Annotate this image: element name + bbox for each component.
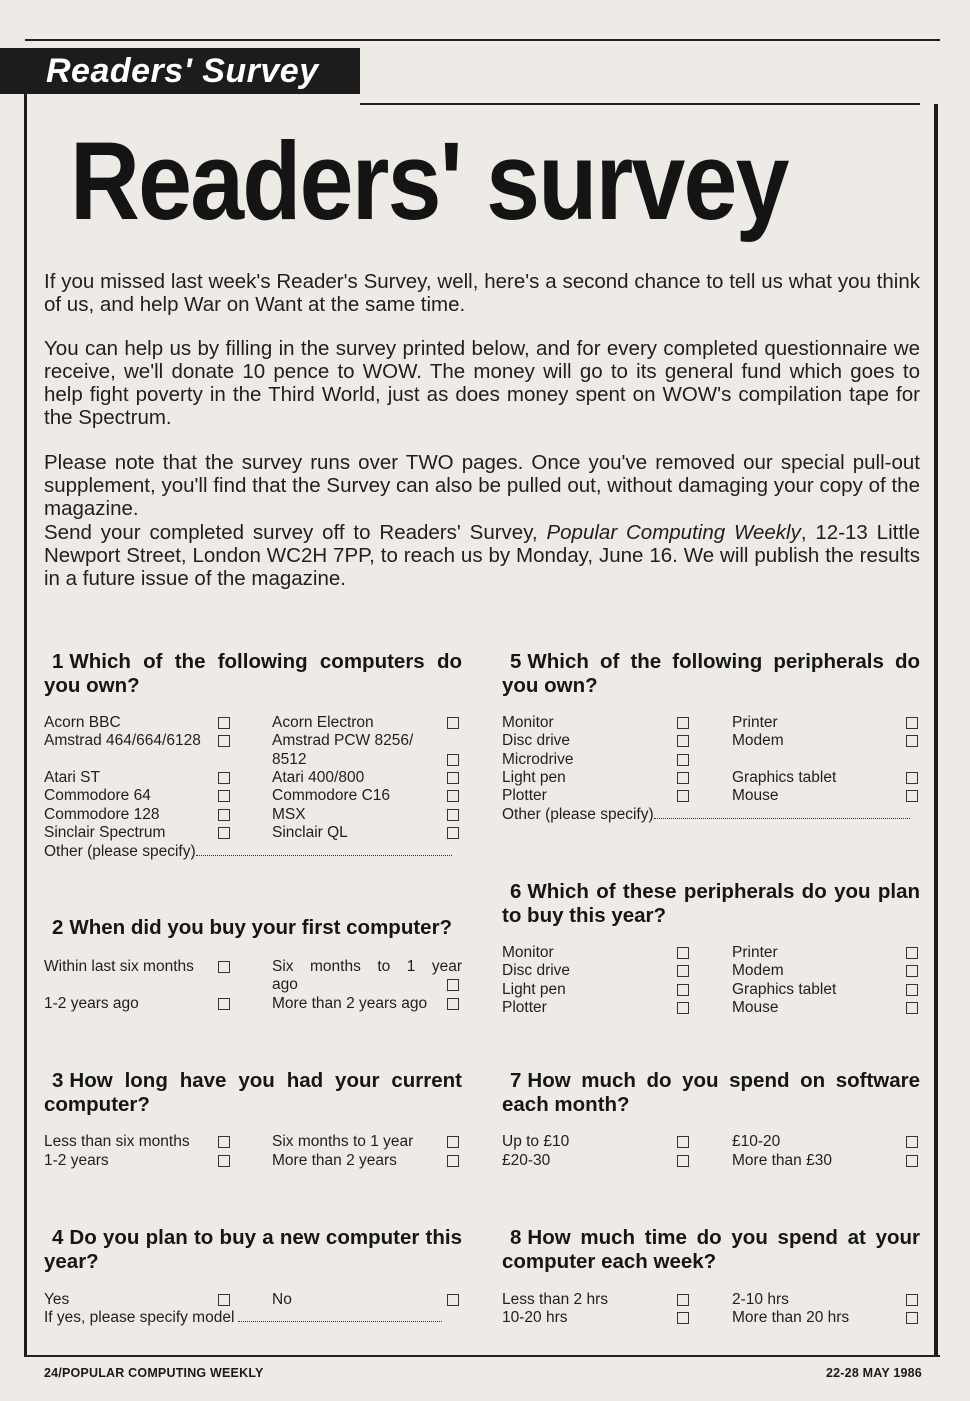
section-badge: Readers' Survey	[0, 48, 360, 94]
question-2-text: When did you buy your first computer?	[69, 916, 453, 939]
q6-checkbox-printer[interactable]	[906, 947, 918, 959]
q7-checkbox-10-20[interactable]	[906, 1136, 918, 1148]
q8-checkbox-more-than-20[interactable]	[906, 1312, 918, 1324]
q7-checkbox-more-than-30[interactable]	[906, 1155, 918, 1167]
q1-checkbox-commodore-64[interactable]	[218, 790, 230, 802]
intro-paragraph-2: You can help us by filling in the survey printed below, and for every completed questionnaire we receive, we'll donate 10 pence to WOW. The money will go to its general fund which goes to help fight poverty in the Third World, just as does money spent on WOW's compilation tape for the Spectrum.	[44, 337, 920, 429]
q2-option-within-six-months: Within last six months	[44, 958, 194, 975]
q1-checkbox-amstrad-464[interactable]	[218, 735, 230, 747]
q1-option-amstrad-pcw: Amstrad PCW 8256/	[272, 732, 414, 749]
question-6-title	[502, 880, 920, 927]
q1-checkbox-acorn-electron[interactable]	[447, 717, 459, 729]
q8-checkbox-10-20[interactable]	[677, 1312, 689, 1324]
q6-option-monitor: Monitor	[502, 944, 554, 961]
q8-option-10-20: 10-20 hrs	[502, 1309, 568, 1326]
q6-checkbox-graphics-tablet[interactable]	[906, 984, 918, 996]
q1-checkbox-atari-400[interactable]	[447, 772, 459, 784]
question-1-text: Which of the following computers do you own?	[44, 650, 462, 697]
q6-checkbox-disc-drive[interactable]	[677, 965, 689, 977]
question-6-text: Which of these peripherals do you plan to buy this year?	[502, 880, 920, 927]
q1-option-commodore-128: Commodore 128	[44, 806, 160, 823]
q5-option-graphics-tablet: Graphics tablet	[732, 769, 837, 786]
question-6-number: 6	[510, 880, 522, 903]
q1-option-atari-400: Atari 400/800	[272, 769, 365, 786]
question-4-title	[44, 1226, 462, 1273]
question-7-number: 7	[510, 1069, 522, 1092]
q1-option-amstrad-464: Amstrad 464/664/6128	[44, 732, 201, 749]
q1-checkbox-commodore-c16[interactable]	[447, 790, 459, 802]
q5-checkbox-graphics-tablet[interactable]	[906, 772, 918, 784]
q6-checkbox-mouse[interactable]	[906, 1002, 918, 1014]
q1-checkbox-atari-st[interactable]	[218, 772, 230, 784]
q3-checkbox-more-than-2-years[interactable]	[447, 1155, 459, 1167]
q1-checkbox-sinclair-spectrum[interactable]	[218, 827, 230, 839]
q1-option-sinclair-ql: Sinclair QL	[272, 824, 348, 841]
q2-option-more-than-2-years: More than 2 years ago	[272, 995, 428, 1012]
q5-option-microdrive: Microdrive	[502, 751, 574, 768]
q3-checkbox-six-months-to-year[interactable]	[447, 1136, 459, 1148]
question-5-title	[502, 650, 920, 697]
q7-checkbox-up-to-10[interactable]	[677, 1136, 689, 1148]
q1-option-sinclair-spectrum: Sinclair Spectrum	[44, 824, 166, 841]
question-3-title	[44, 1069, 462, 1116]
intro-paragraph-1: If you missed last week's Reader's Survey, well, here's a second chance to tell us what you think of us, and help War on Want at the same time.	[44, 270, 920, 316]
q5-checkbox-plotter[interactable]	[677, 790, 689, 802]
question-5-number: 5	[510, 650, 522, 673]
frame-left-border	[24, 94, 27, 1357]
q2-checkbox-1-2-years[interactable]	[218, 998, 230, 1010]
q3-checkbox-less-than-six-months[interactable]	[218, 1136, 230, 1148]
q1-checkbox-commodore-128[interactable]	[218, 809, 230, 821]
q2-checkbox-within-six-months[interactable]	[218, 961, 230, 973]
q4-model-dotted-line	[238, 1321, 442, 1322]
q6-option-graphics-tablet: Graphics tablet	[732, 981, 837, 998]
q7-option-20-30: £20-30	[502, 1152, 551, 1169]
q6-option-plotter: Plotter	[502, 999, 547, 1016]
page-title: Readers' survey	[70, 120, 788, 243]
q1-option-commodore-64: Commodore 64	[44, 787, 151, 804]
q3-option-six-months-to-year: Six months to 1 year	[272, 1133, 414, 1150]
q1-option-atari-st: Atari ST	[44, 769, 100, 786]
intro-send-text: Send your completed survey off to Readers' Survey,	[44, 521, 547, 544]
q1-option-acorn-electron: Acorn Electron	[272, 714, 374, 731]
q4-checkbox-yes[interactable]	[218, 1294, 230, 1306]
question-4-number: 4	[52, 1226, 64, 1249]
q5-option-mouse: Mouse	[732, 787, 779, 804]
q1-checkbox-amstrad-pcw[interactable]	[447, 754, 459, 766]
q7-option-more-than-30: More than £30	[732, 1152, 832, 1169]
intro-paragraph-3: Please note that the survey runs over TWO pages. Once you've removed our special pull-out supplement, you'll find that the Survey can also be pulled out, without damaging your copy of the magazine.	[44, 451, 920, 520]
q5-checkbox-light-pen[interactable]	[677, 772, 689, 784]
q8-option-more-than-20: More than 20 hrs	[732, 1309, 850, 1326]
q6-option-modem: Modem	[732, 962, 784, 979]
q4-option-yes: Yes	[44, 1291, 70, 1308]
q1-option-acorn-bbc: Acorn BBC	[44, 714, 121, 731]
q4-option-no: No	[272, 1291, 292, 1308]
q8-checkbox-less-than-2[interactable]	[677, 1294, 689, 1306]
q5-checkbox-modem[interactable]	[906, 735, 918, 747]
q5-checkbox-mouse[interactable]	[906, 790, 918, 802]
q3-option-1-2-years: 1-2 years	[44, 1152, 109, 1169]
question-8-title	[502, 1226, 920, 1273]
question-2-number: 2	[52, 916, 64, 939]
q5-option-disc-drive: Disc drive	[502, 732, 571, 749]
q3-checkbox-1-2-years[interactable]	[218, 1155, 230, 1167]
question-7-text: How much do you spend on software each month?	[502, 1069, 920, 1116]
q8-checkbox-2-10[interactable]	[906, 1294, 918, 1306]
q7-option-10-20: £10-20	[732, 1133, 781, 1150]
q1-other-field[interactable]	[44, 843, 462, 861]
q6-option-light-pen: Light pen	[502, 981, 566, 998]
q2-checkbox-six-months-to-year[interactable]	[447, 979, 459, 991]
q6-checkbox-modem[interactable]	[906, 965, 918, 977]
q5-checkbox-monitor[interactable]	[677, 717, 689, 729]
footer-date: 22-28 MAY 1986	[826, 1366, 922, 1380]
question-5-text: Which of the following peripherals do you own?	[502, 650, 920, 697]
q2-checkbox-more-than-2-years[interactable]	[447, 998, 459, 1010]
question-7-title	[502, 1069, 920, 1116]
question-3-number: 3	[52, 1069, 64, 1092]
q6-checkbox-light-pen[interactable]	[677, 984, 689, 996]
q1-option-msx: MSX	[272, 806, 306, 823]
q2-option-1-2-years: 1-2 years ago	[44, 995, 139, 1012]
question-4-text: Do you plan to buy a new computer this year?	[44, 1226, 462, 1273]
q1-other-dotted-line	[196, 855, 452, 856]
q2-option-six-months-to-year: Six months to 1 year	[272, 958, 462, 975]
q4-model-field[interactable]	[44, 1309, 462, 1327]
q5-option-light-pen: Light pen	[502, 769, 566, 786]
q2-option-six-months-to-year-ago: ago	[272, 976, 298, 993]
q7-option-up-to-10: Up to £10	[502, 1133, 570, 1150]
magazine-name: Popular Computing Weekly	[546, 521, 801, 544]
q5-checkbox-printer[interactable]	[906, 717, 918, 729]
q6-checkbox-plotter[interactable]	[677, 1002, 689, 1014]
q5-option-plotter: Plotter	[502, 787, 547, 804]
bottom-rule	[25, 1355, 940, 1357]
q6-option-disc-drive: Disc drive	[502, 962, 571, 979]
q5-other-label: Other (please specify)	[502, 806, 654, 823]
question-1-title	[44, 650, 462, 697]
question-8-number: 8	[510, 1226, 522, 1249]
q4-model-label: If yes, please specify model	[44, 1309, 235, 1326]
q5-option-printer: Printer	[732, 714, 778, 731]
question-8-text: How much time do you spend at your computer each week?	[502, 1226, 920, 1273]
q1-checkbox-sinclair-ql[interactable]	[447, 827, 459, 839]
top-rule	[25, 39, 940, 41]
q5-checkbox-microdrive[interactable]	[677, 754, 689, 766]
frame-right-border	[934, 104, 938, 1357]
q3-option-more-than-2-years: More than 2 years	[272, 1152, 397, 1169]
q7-checkbox-20-30[interactable]	[677, 1155, 689, 1167]
q3-option-less-than-six-months: Less than six months	[44, 1133, 190, 1150]
intro-paragraph-4	[44, 521, 920, 590]
q1-option-commodore-c16: Commodore C16	[272, 787, 391, 804]
q5-checkbox-disc-drive[interactable]	[677, 735, 689, 747]
q1-other-label: Other (please specify)	[44, 843, 196, 860]
q5-other-field[interactable]	[502, 806, 920, 824]
footer-page-info: 24/POPULAR COMPUTING WEEKLY	[44, 1366, 264, 1380]
q5-other-dotted-line	[654, 818, 910, 819]
q1-option-amstrad-pcw-8512: 8512	[272, 751, 307, 768]
q4-checkbox-no[interactable]	[447, 1294, 459, 1306]
question-1-number: 1	[52, 650, 64, 673]
header-rule	[360, 103, 920, 105]
q6-option-printer: Printer	[732, 944, 778, 961]
q6-option-mouse: Mouse	[732, 999, 779, 1016]
intro-address-text: , 12-13 Little Newport Street, London WC2H 7PP, to reach us by Monday, June 16. We will publish the results in a future issue of the magazine.	[44, 521, 920, 590]
q8-option-2-10: 2-10 hrs	[732, 1291, 789, 1308]
question-2-title	[44, 916, 462, 940]
q5-option-monitor: Monitor	[502, 714, 554, 731]
q8-option-less-than-2: Less than 2 hrs	[502, 1291, 608, 1308]
q6-checkbox-monitor[interactable]	[677, 947, 689, 959]
q1-checkbox-msx[interactable]	[447, 809, 459, 821]
question-3-text: How long have you had your current computer?	[44, 1069, 462, 1116]
q5-option-modem: Modem	[732, 732, 784, 749]
q1-checkbox-acorn-bbc[interactable]	[218, 717, 230, 729]
